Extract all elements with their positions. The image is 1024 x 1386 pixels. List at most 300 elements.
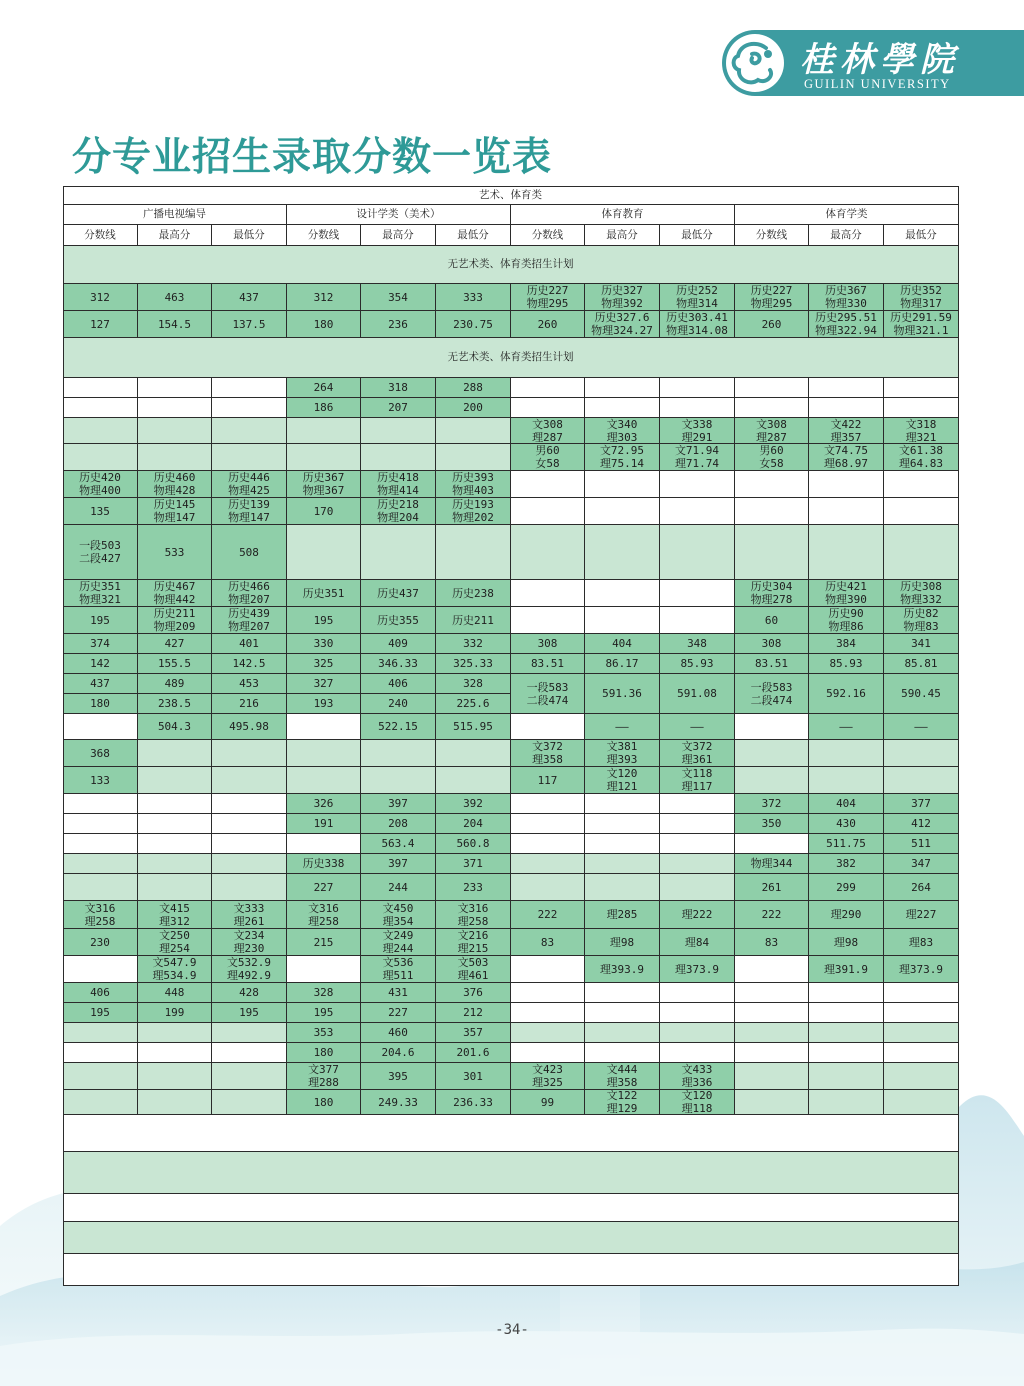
table-cell [138,378,212,398]
table-cell [63,418,138,444]
table-cell [660,1003,735,1023]
table-cell [809,398,884,418]
table-cell: 历史295.51 物理322.94 [809,311,884,338]
table-cell [511,1003,585,1023]
table-cell [63,714,138,740]
table-cell: 历史145 物理147 [138,498,212,525]
table-cell: 357 [436,1023,511,1043]
table-cell: 历史393 物理403 [436,471,511,498]
table-cell: 文120 理121 [585,767,660,794]
logo-english-name: GUILIN UNIVERSITY [804,77,951,91]
table-cell [212,418,287,444]
table-cell: 历史420 物理400 [63,471,138,498]
table-cell: 理373.9 [884,956,959,983]
table-cell [585,378,660,398]
table-cell: 文415 理312 [138,901,212,929]
page-title: 分专业招生录取分数一览表 [72,135,553,180]
table-cell: 83.51 [735,654,809,674]
table-cell [511,1043,585,1063]
cloud-emblem-icon [722,32,788,94]
table-cell: 591.36 [585,674,660,714]
column-header: 分数线 [287,225,361,246]
table-cell [660,607,735,634]
table-cell: 男60 女58 [735,444,809,471]
table-cell: 195 [63,1003,138,1023]
table-cell [361,444,436,471]
table-cell: 260 [511,311,585,338]
table-cell: 135 [63,498,138,525]
table-cell: 文308 理287 [511,418,585,444]
table-cell: 历史193 物理202 [436,498,511,525]
table-cell: 404 [809,794,884,814]
table-cell [809,740,884,767]
table-cell [511,983,585,1003]
table-cell: 318 [361,378,436,398]
table-cell: 371 [436,854,511,874]
column-header: 最高分 [585,225,660,246]
table-cell [735,767,809,794]
table-cell [63,398,138,418]
table-cell: 历史351 [287,580,361,607]
table-cell: 186 [287,398,361,418]
table-cell: 230 [63,929,138,956]
table-cell: 历史291.59 物理321.1 [884,311,959,338]
table-cell: 历史421 物理390 [809,580,884,607]
column-header: 最高分 [138,225,212,246]
table-cell [436,444,511,471]
table-cell: 历史467 物理442 [138,580,212,607]
table-cell: 299 [809,874,884,901]
table-cell [735,398,809,418]
table-cell: 历史466 物理207 [212,580,287,607]
table-cell: 409 [361,634,436,654]
table-cell [63,956,138,983]
table-cell: 理222 [660,901,735,929]
table-cell: 180 [287,1090,361,1115]
table-cell: 508 [212,525,287,580]
table-cell: 249.33 [361,1090,436,1115]
table-cell: 347 [884,854,959,874]
table-cell [884,983,959,1003]
table-cell: 历史338 [287,854,361,874]
table-cell [735,471,809,498]
table-cell [287,767,361,794]
table-cell [138,874,212,901]
table-cell: 文532.9 理492.9 [212,956,287,983]
table-cell: 历史218 物理204 [361,498,436,525]
table-cell [287,418,361,444]
table-cell: 222 [511,901,585,929]
table-cell: 历史308 物理332 [884,580,959,607]
column-header: 最低分 [436,225,511,246]
table-cell: 533 [138,525,212,580]
table-cell [660,834,735,854]
table-cell [511,814,585,834]
table-cell [660,814,735,834]
table-cell: 215 [287,929,361,956]
column-header: 最低分 [884,225,959,246]
table-cell: 301 [436,1063,511,1090]
table-cell: 文381 理393 [585,740,660,767]
table-cell: 332 [436,634,511,654]
column-header: 最高分 [361,225,436,246]
table-cell: 560.8 [436,834,511,854]
table-cell [212,444,287,471]
table-cell: 理227 [884,901,959,929]
table-cell [361,740,436,767]
table-cell: 330 [287,634,361,654]
university-logo [722,30,1024,96]
table-cell: 222 [735,901,809,929]
table-cell: 历史439 物理207 [212,607,287,634]
table-cell [212,794,287,814]
group-header-sports: 体育学类 [735,205,959,225]
table-cell: 85.93 [809,654,884,674]
table-cell [212,740,287,767]
table-cell: 83.51 [511,654,585,674]
table-cell [884,471,959,498]
table-cell [138,1090,212,1115]
note-row: 无艺术类、体育类招生计划 [63,338,959,378]
table-cell [287,834,361,854]
table-cell [585,1003,660,1023]
table-cell [138,740,212,767]
table-cell [809,1063,884,1090]
table-cell: —— [809,714,884,740]
table-cell [361,525,436,580]
table-cell [884,1063,959,1090]
table-cell [884,767,959,794]
table-cell [212,398,287,418]
table-cell [809,983,884,1003]
table-cell: 历史252 物理314 [660,284,735,311]
table-cell: 137.5 [212,311,287,338]
table-cell [884,398,959,418]
table-cell: 历史227 物理295 [735,284,809,311]
table-cell [436,740,511,767]
table-cell: 历史418 物理414 [361,471,436,498]
table-cell [212,874,287,901]
table-cell: 225.6 [436,694,511,714]
table-cell: 591.08 [660,674,735,714]
table-cell: 207 [361,398,436,418]
table-cell: 504.3 [138,714,212,740]
table-cell [63,794,138,814]
table-cell: 文216 理215 [436,929,511,956]
table-cell: 368 [63,740,138,767]
table-cell: 326 [287,794,361,814]
table-cell: 理393.9 [585,956,660,983]
table-cell [660,580,735,607]
table-cell [735,1023,809,1043]
table-cell [63,874,138,901]
table-cell: 350 [735,814,809,834]
table-cell: 理373.9 [660,956,735,983]
table-cell [138,767,212,794]
table-cell [660,1043,735,1063]
table-cell: 170 [287,498,361,525]
table-cell: 文333 理261 [212,901,287,929]
table-cell: 404 [585,634,660,654]
table-cell: 437 [212,284,287,311]
table-cell: 233 [436,874,511,901]
table-cell [287,525,361,580]
table-cell [809,525,884,580]
table-cell [585,874,660,901]
table-cell: 历史90 物理86 [809,607,884,634]
table-cell: 401 [212,634,287,654]
table-cell: 一段583 二段474 [735,674,809,714]
table-cell [511,874,585,901]
table-cell [809,767,884,794]
table-cell [585,814,660,834]
table-cell [138,854,212,874]
table-cell: 495.98 [212,714,287,740]
table-cell: 230.75 [436,311,511,338]
table-cell: 文316 理258 [287,901,361,929]
table-cell: 文422 理357 [809,418,884,444]
table-cell: 195 [63,607,138,634]
table-cell: 历史367 物理330 [809,284,884,311]
table-cell [63,814,138,834]
table-cell [511,498,585,525]
table-cell [138,834,212,854]
table-cell [511,714,585,740]
table-cell: 历史351 物理321 [63,580,138,607]
table-cell [735,1063,809,1090]
table-cell: 448 [138,983,212,1003]
table-cell [511,956,585,983]
table-cell [63,378,138,398]
table-cell: 328 [436,674,511,694]
note-row: 无艺术类、体育类招生计划 [63,246,959,284]
table-cell: 文234 理230 [212,929,287,956]
table-cell [63,854,138,874]
table-cell: 理285 [585,901,660,929]
table-cell: 142.5 [212,654,287,674]
table-cell [585,983,660,1003]
table-cell: 历史367 物理367 [287,471,361,498]
table-cell: 历史139 物理147 [212,498,287,525]
table-cell: 99 [511,1090,585,1115]
column-header: 分数线 [511,225,585,246]
table-cell [660,983,735,1003]
table-cell: 191 [287,814,361,834]
table-cell [660,794,735,814]
table-cell: 133 [63,767,138,794]
table-cell: 理83 [884,929,959,956]
table-cell: 563.4 [361,834,436,854]
table-cell [212,378,287,398]
table-cell [212,1043,287,1063]
table-cell: 348 [660,634,735,654]
table-cell [138,814,212,834]
table-cell [585,471,660,498]
table-cell: 文433 理336 [660,1063,735,1090]
table-cell: 195 [212,1003,287,1023]
table-cell: 180 [287,311,361,338]
empty-row [63,1152,959,1194]
table-cell [212,1023,287,1043]
column-header: 最高分 [809,225,884,246]
table-cell [436,767,511,794]
table-cell: 431 [361,983,436,1003]
table-cell [660,398,735,418]
table-cell [809,1043,884,1063]
table-cell [884,378,959,398]
table-cell [809,498,884,525]
group-header-design: 设计学类（美术） [287,205,511,225]
table-cell: 430 [809,814,884,834]
table-cell [361,418,436,444]
table-cell: 308 [735,634,809,654]
table-cell: —— [660,714,735,740]
table-cell [585,498,660,525]
table-cell [138,418,212,444]
table-cell [660,471,735,498]
table-cell [585,854,660,874]
table-cell: 154.5 [138,311,212,338]
table-cell [660,498,735,525]
table-cell [884,1023,959,1043]
table-cell: 一段503 二段427 [63,525,138,580]
table-cell [287,714,361,740]
table-cell: 460 [361,1023,436,1043]
table-cell: 文372 理358 [511,740,585,767]
table-cell [735,983,809,1003]
table-cell: 522.15 [361,714,436,740]
table-cell [735,714,809,740]
table-cell [212,1063,287,1090]
empty-row [63,1254,959,1286]
column-header: 分数线 [63,225,138,246]
table-cell: 文249 理244 [361,929,436,956]
table-cell [138,794,212,814]
table-cell [884,498,959,525]
table-cell: 127 [63,311,138,338]
logo-chinese-name: 桂林學院 [800,40,960,80]
table-cell: 历史211 [436,607,511,634]
table-cell [212,834,287,854]
table-cell: 333 [436,284,511,311]
table-cell: 历史355 [361,607,436,634]
table-cell: 236 [361,311,436,338]
table-cell [735,1003,809,1023]
table-cell: 文318 理321 [884,418,959,444]
table-cell: 590.45 [884,674,959,714]
table-cell [63,834,138,854]
table-cell: 238.5 [138,694,212,714]
table-cell: 463 [138,284,212,311]
table-cell: 物理344 [735,854,809,874]
table-cell: 212 [436,1003,511,1023]
table-cell [63,1023,138,1043]
empty-row [63,1222,959,1254]
table-cell [138,1063,212,1090]
table-cell: 264 [884,874,959,901]
table-cell: 261 [735,874,809,901]
table-cell: 理98 [585,929,660,956]
table-cell: 195 [287,1003,361,1023]
table-cell: 文450 理354 [361,901,436,929]
table-cell [660,1023,735,1043]
table-cell: 文340 理303 [585,418,660,444]
table-cell: 216 [212,694,287,714]
table-cell: 文503 理461 [436,956,511,983]
table-cell: 199 [138,1003,212,1023]
table-cell: 208 [361,814,436,834]
table-cell: 文547.9 理534.9 [138,956,212,983]
table-cell [809,378,884,398]
table-cell: 341 [884,634,959,654]
table-cell: 312 [63,284,138,311]
table-cell: 325 [287,654,361,674]
table-cell [138,1043,212,1063]
table-cell: 511.75 [809,834,884,854]
column-header: 分数线 [735,225,809,246]
table-cell [735,525,809,580]
empty-row [63,1115,959,1152]
table-cell [511,854,585,874]
table-cell [735,1043,809,1063]
table-cell: 文423 理325 [511,1063,585,1090]
table-cell: 412 [884,814,959,834]
table-cell: 227 [361,1003,436,1023]
table-cell [436,525,511,580]
table-cell: 240 [361,694,436,714]
table-cell: 376 [436,983,511,1003]
table-cell: 文120 理118 [660,1090,735,1115]
table-cell [884,1003,959,1023]
table-cell: 264 [287,378,361,398]
table-cell: 325.33 [436,654,511,674]
table-cell [511,398,585,418]
table-cell [511,525,585,580]
table-cell: 历史227 物理295 [511,284,585,311]
table-cell: 397 [361,794,436,814]
table-cell [585,398,660,418]
table-cell [511,1023,585,1043]
table-cell: 历史211 物理209 [138,607,212,634]
table-cell: 204 [436,814,511,834]
table-cell: 155.5 [138,654,212,674]
page-number: -34- [495,1322,529,1338]
table-cell: —— [585,714,660,740]
table-cell: 437 [63,674,138,694]
table-cell: 理290 [809,901,884,929]
table-cell: 理98 [809,929,884,956]
table-cell [63,1090,138,1115]
table-cell: 406 [63,983,138,1003]
table-cell [511,834,585,854]
table-cell: 288 [436,378,511,398]
table-cell [63,444,138,471]
table-cell [287,444,361,471]
table-cell: 文316 理258 [63,901,138,929]
table-cell: 180 [63,694,138,714]
table-cell: 511 [884,834,959,854]
table-cell: 312 [287,284,361,311]
table-cell: 180 [287,1043,361,1063]
table-cell: 历史304 物理278 [735,580,809,607]
table-cell: 346.33 [361,654,436,674]
table-cell [585,1043,660,1063]
table-cell [809,1090,884,1115]
table-cell [735,834,809,854]
table-cell [735,956,809,983]
table-cell [735,740,809,767]
table-cell: 历史82 物理83 [884,607,959,634]
